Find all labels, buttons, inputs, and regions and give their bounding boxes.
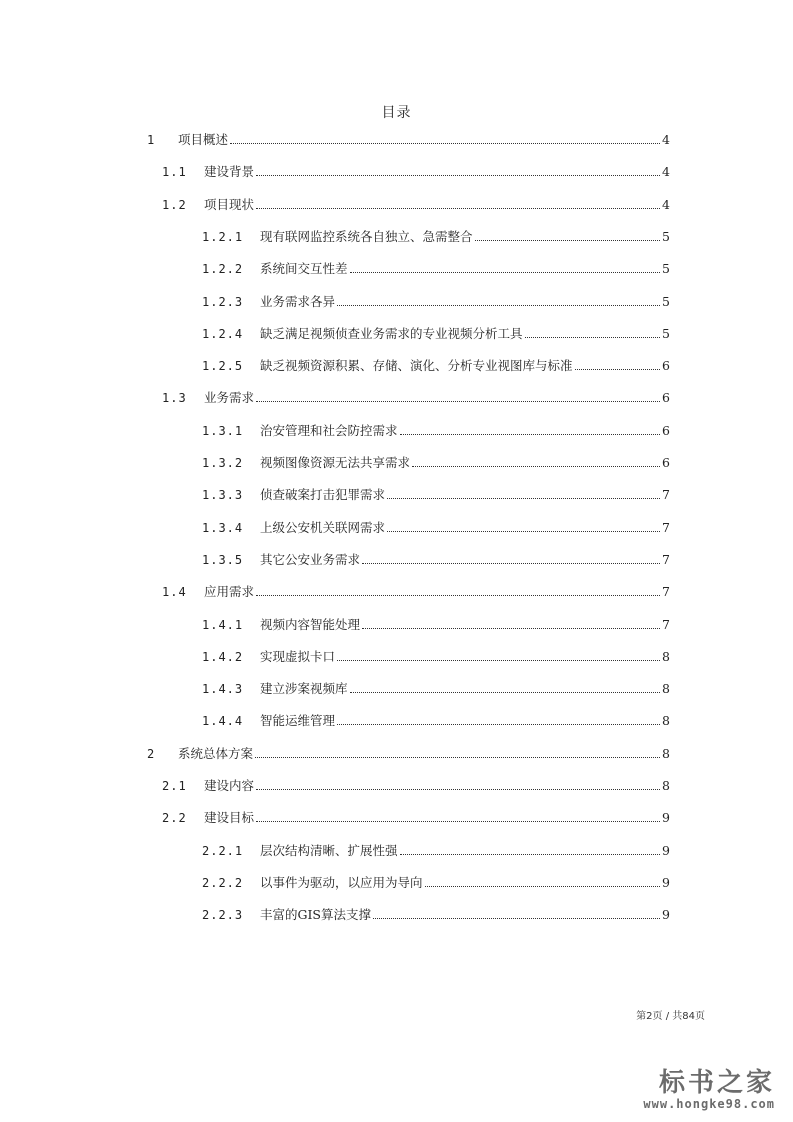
toc-entry[interactable] <box>162 808 670 828</box>
toc-entry-title: 层次结构清晰、扩展性强 <box>260 842 398 858</box>
toc-entry-number: 1.3.3 <box>202 488 244 503</box>
toc-leader-dots <box>350 692 661 693</box>
toc-entry-page: 7 <box>662 487 670 503</box>
toc-entry-title: 建立涉案视频库 <box>260 681 348 697</box>
toc-entry-title: 建设内容 <box>204 778 255 793</box>
toc-entry-page: 8 <box>662 681 670 697</box>
brand-name: 标书之家 <box>658 1068 775 1098</box>
toc-leader-dots <box>575 369 661 370</box>
toc-title: 目录 <box>381 105 412 121</box>
toc-entry[interactable] <box>162 776 670 796</box>
toc-leader-dots <box>400 854 661 855</box>
toc-leader-dots <box>362 628 660 629</box>
toc-entry-page: 4 <box>662 132 670 147</box>
toc-entry-title: 应用需求 <box>204 584 255 600</box>
toc-entry-page: 9 <box>662 874 670 890</box>
toc-leader-dots <box>525 337 661 338</box>
toc-leader-dots <box>256 789 660 790</box>
toc-leader-dots <box>412 466 660 467</box>
toc-leader-dots <box>425 886 661 887</box>
toc-entry-title: 项目现状 <box>204 196 255 212</box>
toc-entry-number: 2 <box>147 746 156 761</box>
toc-entry-number: 1.4.4 <box>202 714 244 729</box>
toc-entry-title: 实现虚拟卡口 <box>260 648 336 664</box>
toc-entry[interactable] <box>202 679 670 699</box>
toc-entry-number: 1.3 <box>162 391 187 406</box>
toc-entry[interactable] <box>202 615 670 635</box>
toc-entry-title: 缺乏满足视频侦查业务需求的专业视频分析工具 <box>260 325 523 341</box>
toc-entry[interactable] <box>162 388 670 408</box>
toc-entry-page: 5 <box>662 261 670 277</box>
toc-entry-title: 建设目标 <box>204 810 255 826</box>
toc-entry-page: 5 <box>662 228 670 244</box>
toc-leader-dots <box>337 305 660 306</box>
toc-entry[interactable] <box>147 130 670 150</box>
toc-leader-dots <box>256 595 660 596</box>
toc-entry[interactable] <box>162 195 670 215</box>
toc-entry-number: 1 <box>147 133 156 147</box>
toc-entry-page: 7 <box>662 519 670 535</box>
toc-entry[interactable] <box>202 259 670 279</box>
toc-leader-dots <box>387 498 660 499</box>
toc-entry-page: 8 <box>662 745 670 761</box>
toc-entry-number: 1.4.3 <box>202 682 244 697</box>
toc-entry-page: 7 <box>662 616 670 632</box>
toc-entry-number: 1.3.2 <box>202 456 244 470</box>
toc-entry-title: 现有联网监控系统各自独立、急需整合 <box>260 228 473 244</box>
toc-entry-page: 5 <box>662 293 670 309</box>
toc-entry-number: 1.2.4 <box>202 326 244 341</box>
toc-leader-dots <box>256 175 660 176</box>
toc-entry-page: 7 <box>662 551 670 567</box>
toc-leader-dots <box>400 434 661 435</box>
toc-entry-page: 6 <box>662 358 670 374</box>
toc-entry-number: 2.2.2 <box>202 875 244 890</box>
toc-entry-number: 1.2.3 <box>202 294 244 309</box>
toc-entry-number: 2.2.1 <box>202 843 244 858</box>
toc-entry-number: 2.2 <box>162 811 187 826</box>
toc-entry-page: 5 <box>662 325 670 341</box>
toc-entry-title: 项目概述 <box>178 132 229 147</box>
toc-entry-number: 1.4.2 <box>202 649 244 664</box>
toc-leader-dots <box>475 240 661 241</box>
toc-entry-title: 以事件为驱动，以应用为导向 <box>260 874 423 890</box>
toc-entry-page: 7 <box>662 584 670 600</box>
toc-entry-title: 丰富的GIS算法支撑 <box>260 907 371 923</box>
toc-entry[interactable] <box>202 485 670 505</box>
toc-entry-title: 智能运维管理 <box>260 713 336 729</box>
toc-entry-number: 1.3.1 <box>202 423 244 438</box>
toc-entry-number: 1.2 <box>162 197 187 212</box>
toc-entry[interactable] <box>202 292 670 312</box>
toc-entry[interactable] <box>202 711 670 731</box>
toc-entry[interactable] <box>202 873 670 893</box>
toc-entry-title: 治安管理和社会防控需求 <box>260 422 398 438</box>
toc-entry-page: 8 <box>662 778 670 793</box>
toc-leader-dots <box>350 272 661 273</box>
toc-leader-dots <box>362 563 660 564</box>
toc-leader-dots <box>256 208 660 209</box>
brand-url: www.hongke98.com <box>643 1097 775 1111</box>
toc-entry-page: 8 <box>662 648 670 664</box>
toc-entry[interactable] <box>202 518 670 538</box>
toc-entry[interactable] <box>162 162 670 182</box>
toc-entry-number: 2.2.3 <box>202 908 244 923</box>
toc-entry-title: 视频内容智能处理 <box>260 616 361 632</box>
toc-entry-title: 缺乏视频资源积累、存储、演化、分析专业视图库与标准 <box>260 358 573 374</box>
toc-entry-title: 业务需求 <box>204 390 255 406</box>
toc-entry-number: 1.2.2 <box>202 262 244 277</box>
toc-entry-page: 6 <box>662 390 670 406</box>
toc-leader-dots <box>255 757 660 758</box>
toc-entry-title: 业务需求各异 <box>260 293 336 309</box>
toc-entry-number: 1.4.1 <box>202 617 244 632</box>
toc-leader-dots <box>373 918 660 919</box>
toc-entry[interactable] <box>202 550 670 570</box>
toc-entry[interactable] <box>162 582 670 602</box>
toc-entry-page: 9 <box>662 810 670 826</box>
toc-entry-title: 系统总体方案 <box>178 745 254 761</box>
toc-entry-number: 1.3.5 <box>202 552 244 567</box>
toc-entry-page: 8 <box>662 713 670 729</box>
toc-leader-dots <box>337 660 660 661</box>
toc-leader-dots <box>256 821 660 822</box>
toc-entry-number: 1.2.5 <box>202 359 244 374</box>
watermark-brand <box>643 1062 775 1111</box>
toc-entry-page: 6 <box>662 455 670 470</box>
toc-entry-page: 6 <box>662 422 670 438</box>
toc-entry[interactable] <box>202 647 670 667</box>
toc-entry[interactable] <box>202 421 670 441</box>
toc-entry-number: 1.2.1 <box>202 229 244 244</box>
toc-entry-page: 4 <box>662 164 670 180</box>
toc-entry-number: 1.3.4 <box>202 520 244 535</box>
toc-entry[interactable] <box>202 324 670 344</box>
toc-entry-title: 系统间交互性差 <box>260 261 348 277</box>
toc-entry-title: 侦查破案打击犯罪需求 <box>260 487 386 503</box>
toc-entry-title: 其它公安业务需求 <box>260 551 361 567</box>
toc-entry-title: 视频图像资源无法共享需求 <box>260 455 411 470</box>
toc-entry-page: 9 <box>662 842 670 858</box>
toc-entry[interactable] <box>147 744 670 764</box>
toc-entry-number: 1.4 <box>162 585 187 600</box>
toc-entry-number: 1.1 <box>162 165 187 180</box>
page-footer: 第2页 / 共84页 <box>636 1011 705 1022</box>
toc-entry-number: 2.1 <box>162 779 187 793</box>
toc-entry[interactable] <box>202 356 670 376</box>
toc-entry-title: 上级公安机关联网需求 <box>260 519 386 535</box>
toc-leader-dots <box>387 531 660 532</box>
toc-leader-dots <box>230 143 660 144</box>
toc-entry[interactable] <box>202 453 670 473</box>
toc-entry-page: 9 <box>662 907 670 923</box>
toc-entry-title: 建设背景 <box>204 164 255 180</box>
toc-entry-page: 4 <box>662 196 670 212</box>
toc-leader-dots <box>337 724 660 725</box>
toc-leader-dots <box>256 401 660 402</box>
toc-entry[interactable] <box>202 905 670 925</box>
toc-entry[interactable] <box>202 841 670 861</box>
toc-entry[interactable] <box>202 227 670 247</box>
